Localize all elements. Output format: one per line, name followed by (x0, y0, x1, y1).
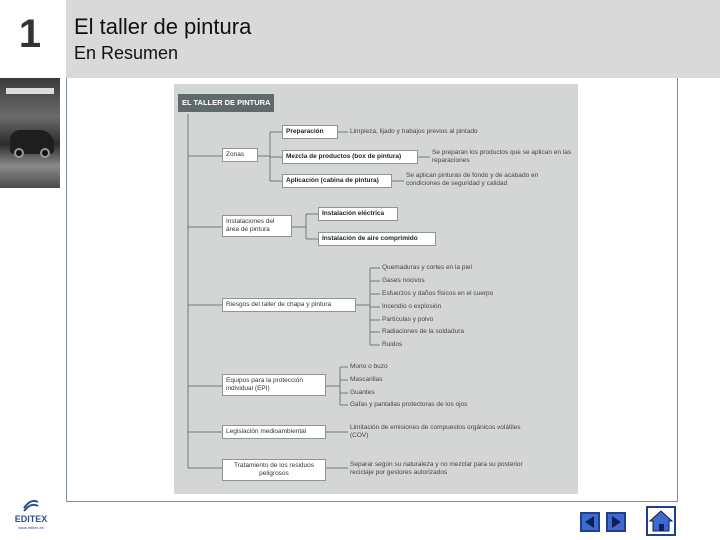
arrow-left-icon (582, 514, 598, 530)
photo-ceiling-light (6, 88, 54, 94)
riesgo-item: Incendio o explosión (382, 303, 442, 310)
page-title: El taller de pintura (74, 14, 252, 39)
epi-item: Mono o buzo (350, 363, 388, 370)
node-instalacion-aire: Instalación de aire comprimido (318, 232, 436, 246)
riesgo-item: Ruidos (382, 341, 403, 348)
photo-wheel (40, 148, 50, 158)
chapter-number: 1 (18, 12, 42, 56)
node-zonas: Zonas (222, 148, 258, 162)
riesgo-item: Esfuerzos y daños físicos en el cuerpo (382, 290, 494, 297)
desc-legislacion: Limitación de emisiones de compuestos orgánicos volátiles (COV) (350, 424, 521, 439)
node-mezcla: Mezcla de productos (box de pintura) (282, 150, 418, 164)
workshop-photo (0, 78, 60, 188)
next-button[interactable] (606, 512, 626, 532)
header-band (66, 0, 720, 78)
node-legislacion: Legislación medioambiental (222, 425, 326, 439)
desc-residuos: Separar según su naturaleza y no mezclar para su posterior reciclaje por gestores autorizados (350, 461, 523, 476)
node-instalaciones: Instalaciones del área de pintura (222, 215, 292, 237)
epi-item: Gafas y pantallas protectoras de los ojos (350, 401, 468, 408)
arrow-right-icon (608, 514, 624, 530)
editex-logo-url: www.editex.es (18, 525, 44, 530)
desc-mezcla: Se preparan los productos que se aplican en las reparaciones (432, 149, 572, 164)
node-residuos: Tratamiento de los residuos peligrosos (222, 459, 326, 481)
riesgo-item: Partículas y polvo (382, 316, 434, 323)
editex-logo-mark (22, 498, 40, 512)
diagram-title: EL TALLER DE PINTURA (178, 94, 274, 112)
summary-diagram (174, 84, 578, 494)
photo-wheel (14, 148, 24, 158)
node-aplicacion: Aplicación (cabina de pintura) (282, 174, 392, 188)
desc-aplicacion: Se aplican pinturas de fondo y de acabado en condiciones de seguridad y calidad (406, 172, 539, 187)
riesgo-item: Quemaduras y cortes en la piel (382, 264, 472, 271)
desc-preparacion: Limpieza, lijado y trabajos previos al pintado (350, 128, 478, 135)
epi-item: Mascarillas (350, 376, 383, 383)
node-instalacion-electrica: Instalación eléctrica (318, 207, 398, 221)
editex-logo (8, 498, 54, 534)
node-preparacion: Preparación (282, 125, 338, 139)
home-icon (648, 508, 674, 534)
page-subtitle: En Resumen (74, 43, 179, 63)
editex-logo-text: EDITEX (14, 514, 48, 524)
node-riesgos: Riesgos del taller de chapa y pintura (222, 298, 356, 312)
riesgo-item: Radiaciones de la soldadura (382, 328, 465, 335)
prev-button[interactable] (580, 512, 600, 532)
node-epi: Equipos para la protección individual (EPI) (222, 374, 326, 396)
riesgo-item: Gases nocivos (382, 277, 425, 284)
home-button[interactable] (646, 506, 676, 536)
chapter-badge (0, 0, 60, 78)
epi-item: Guantes (350, 389, 375, 396)
